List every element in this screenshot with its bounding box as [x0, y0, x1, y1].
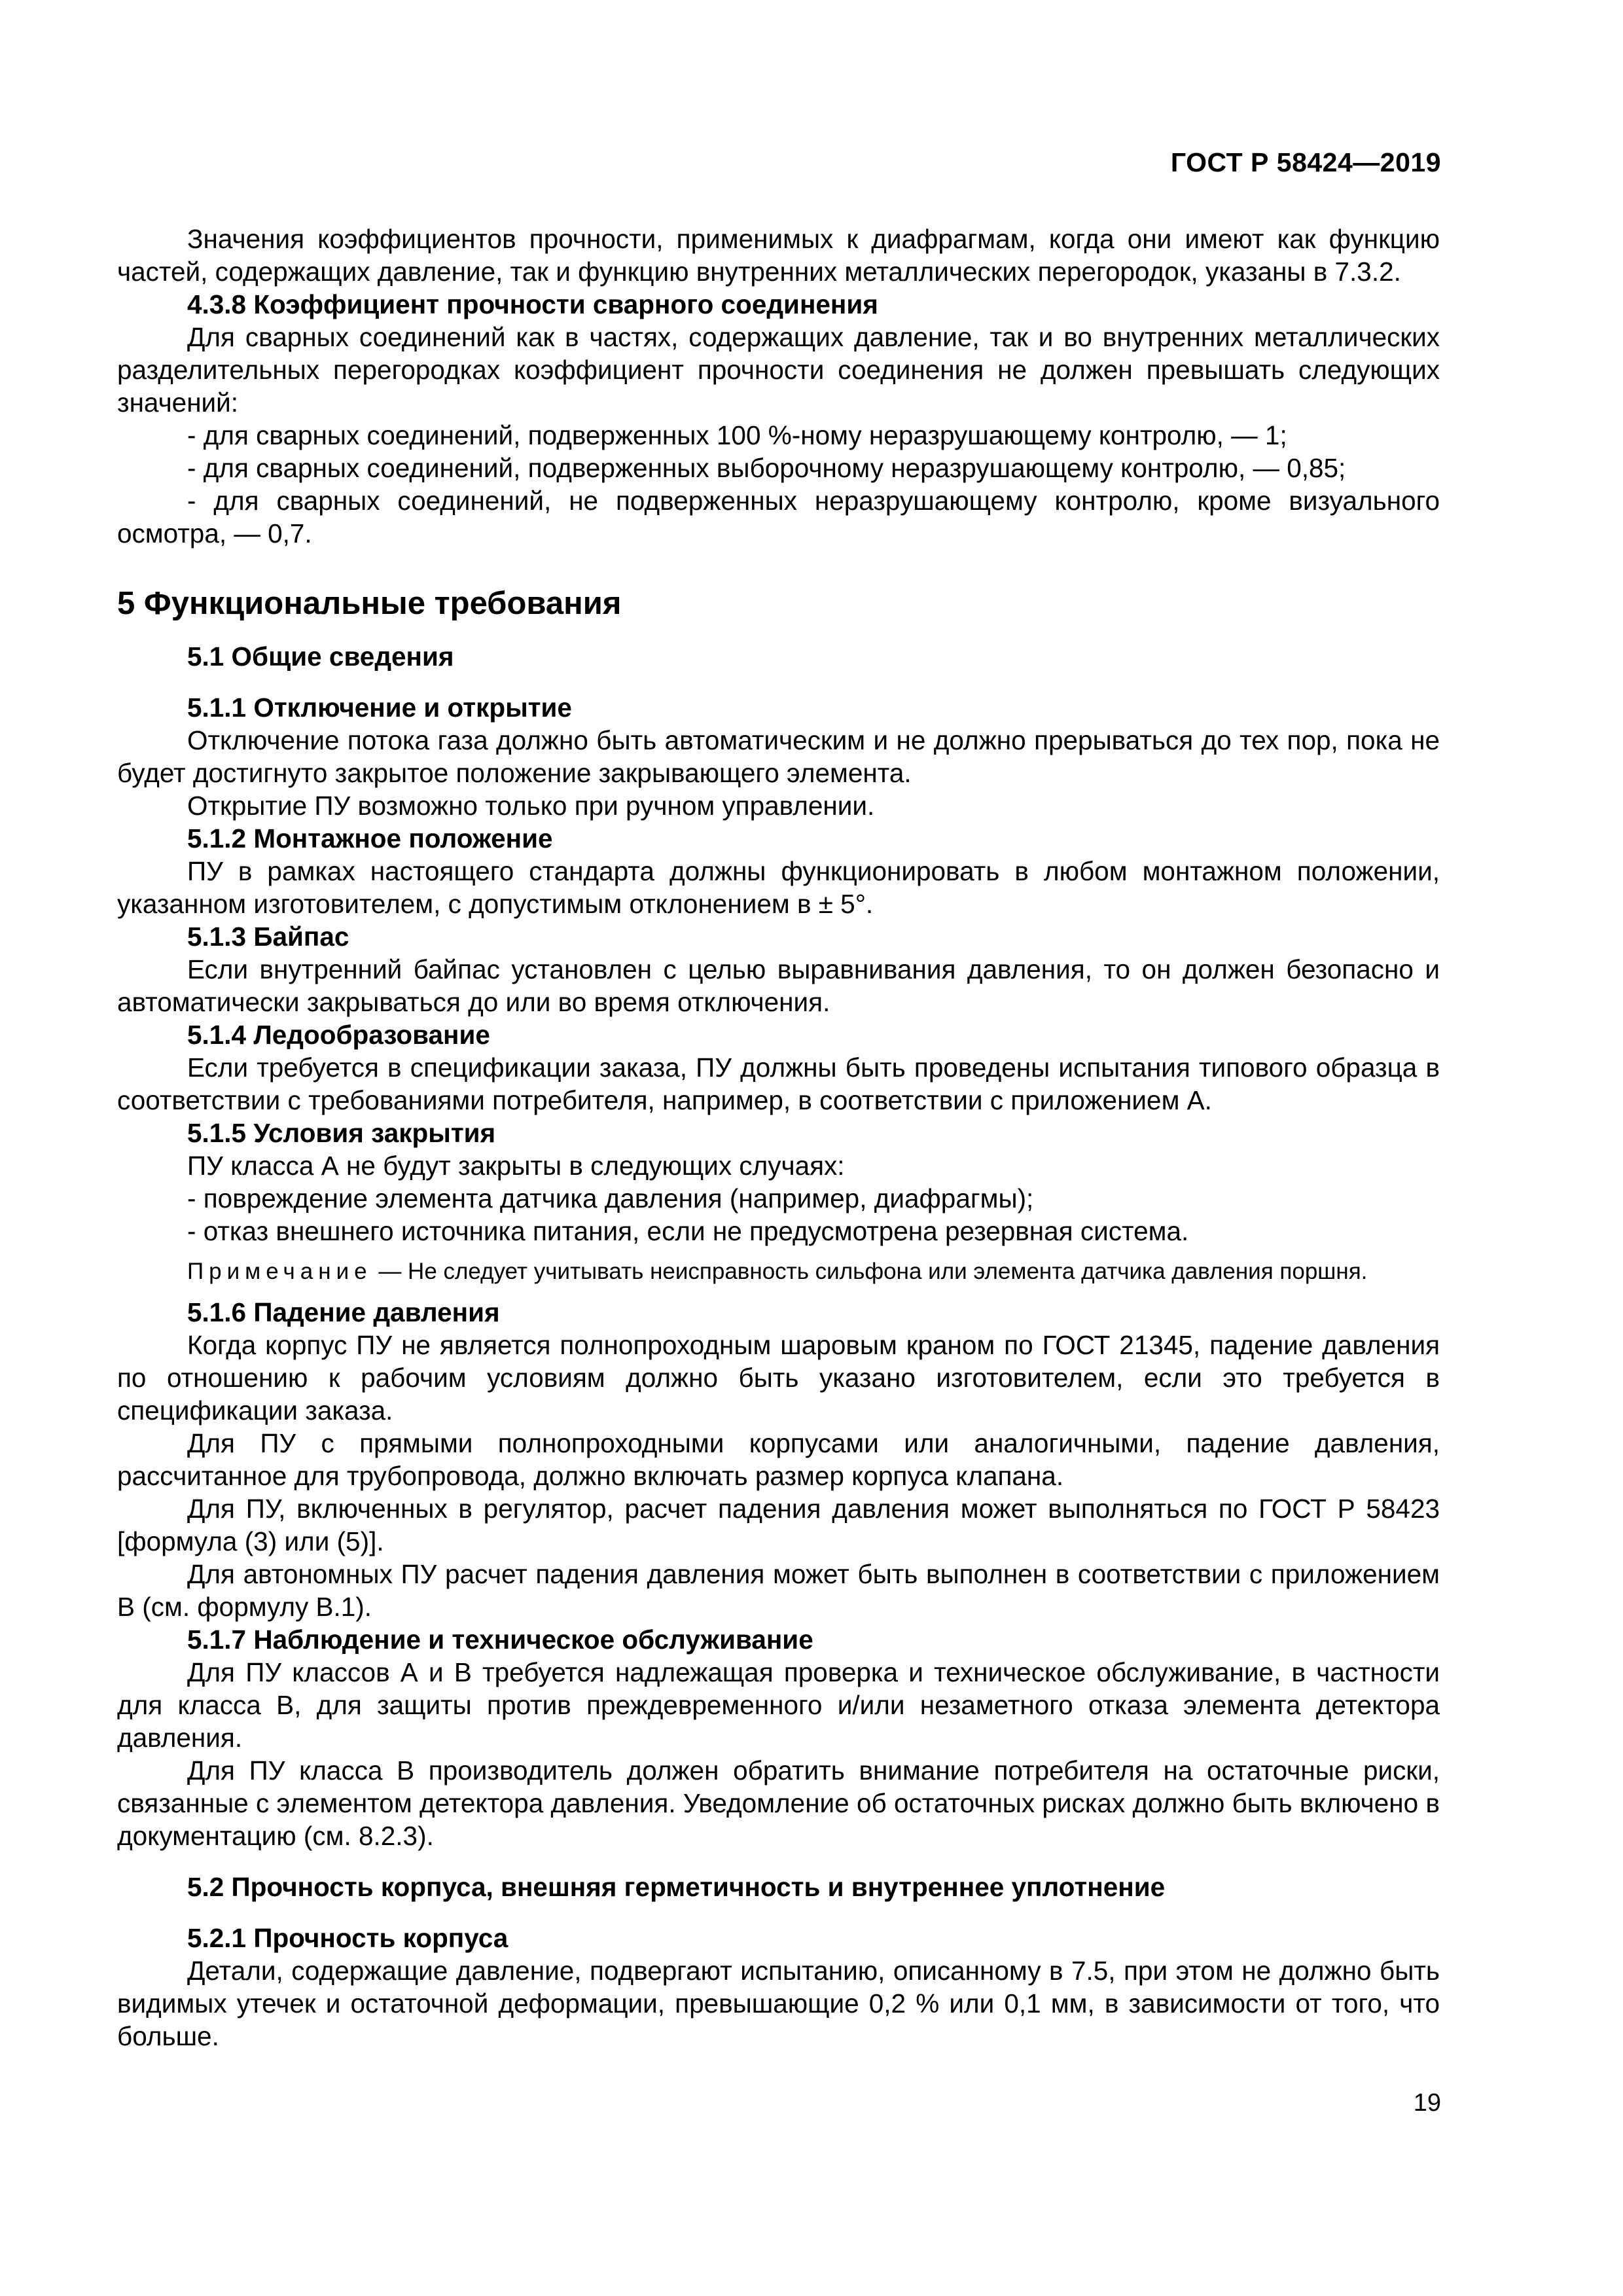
note-text: — Не следует учитывать неисправность сильфона или элемента датчика давления поршня. [372, 1259, 1368, 1284]
paragraph: Для сварных соединений как в частях, содержащих давление, так и во внутренних металлических разделительных перегородках коэффициент прочности соединения не должен превышать следующих значений: [117, 322, 1440, 418]
paragraph: Для ПУ классов А и В требуется надлежащая проверка и техническое обслуживание, в частности для класса В, для защиты против преждевременного и/или незаметного отказа элемента детектора давления. [117, 1657, 1440, 1753]
chapter-heading-5: 5 Функциональные требования [117, 586, 622, 621]
paragraph: Если внутренний байпас установлен с целью выравнивания давления, то он должен безопасно и автоматически закрываться до или во время отключения. [117, 954, 1440, 1017]
list-item: - отказ внешнего источника питания, если не предусмотрена резервная система. [187, 1216, 1189, 1246]
list-item: - для сварных соединений, подверженных выборочному неразрушающему контролю, — 0,85; [187, 453, 1346, 483]
list-item: - для сварных соединений, не подверженных неразрушающему контролю, кроме визуального осмотра, — 0,7. [117, 486, 1440, 548]
list-item: - для сварных соединений, подверженных 100 %-ному неразрушающему контролю, — 1; [187, 420, 1287, 450]
note-label: Примечание [187, 1259, 372, 1284]
paragraph: Открытие ПУ возможно только при ручном управлении. [187, 791, 875, 821]
section-heading-5-1-6: 5.1.6 Падение давления [187, 1297, 500, 1327]
paragraph: Для ПУ, включенных в регулятор, расчет падения давления может выполняться по ГОСТ Р 58423 [формула (3) или (5)]. [117, 1494, 1440, 1556]
section-heading-5-2: 5.2 Прочность корпуса, внешняя герметичность и внутреннее уплотнение [187, 1872, 1166, 1902]
section-heading-5-1-3: 5.1.3 Байпас [187, 922, 349, 952]
paragraph: Если требуется в спецификации заказа, ПУ должны быть проведены испытания типового образца в соответствии с требованиями потребителя, например, в соответствии с приложением А. [117, 1052, 1440, 1115]
note [117, 1255, 1440, 1288]
paragraph: Для автономных ПУ расчет падения давления может быть выполнен в соответствии с приложением В (см. формулу В.1). [117, 1559, 1440, 1622]
paragraph: Для ПУ с прямыми полнопроходными корпусами или аналогичными, падение давления, рассчитанное для трубопровода, должно включать размер корпуса клапана. [117, 1428, 1440, 1491]
section-heading-5-1-5: 5.1.5 Условия закрытия [187, 1118, 496, 1148]
section-heading-5-1-2: 5.1.2 Монтажное положение [187, 823, 553, 853]
section-heading-5-1-4: 5.1.4 Ледообразование [187, 1020, 490, 1050]
document-body [117, 223, 1440, 2053]
paragraph: ПУ класса А не будут закрыты в следующих случаях: [187, 1151, 845, 1181]
section-heading-5-1-7: 5.1.7 Наблюдение и техническое обслуживание [187, 1624, 813, 1655]
paragraph: Детали, содержащие давление, подвергают испытанию, описанному в 7.5, при этом не должно быть видимых утечек и остаточной деформации, превышающие 0,2 % или 0,1 мм, в зависимости от того, что больше. [117, 1956, 1440, 2051]
paragraph: Когда корпус ПУ не является полнопроходным шаровым краном по ГОСТ 21345, падение давления по отношению к рабочим условиям должно быть указано изготовителем, если это требуется в спецификации заказа. [117, 1330, 1440, 1426]
paragraph: ПУ в рамках настоящего стандарта должны функционировать в любом монтажном положении, указанном изготовителем, с допустимым отклонением в ± 5°. [117, 856, 1440, 919]
paragraph: Для ПУ класса В производитель должен обратить внимание потребителя на остаточные риски, связанные с элементом детектора давления. Уведомление об остаточных рисках должно быть включено в документацию (см. 8.2.3). [117, 1755, 1440, 1851]
list-item: - повреждение элемента датчика давления (например, диафрагмы); [187, 1183, 1034, 1213]
section-heading-4-3-8: 4.3.8 Коэффициент прочности сварного соединения [187, 289, 878, 319]
paragraph: Отключение потока газа должно быть автоматическим и не должно прерываться до тех пор, пока не будет достигнуто закрытое положение закрывающего элемента. [117, 725, 1440, 788]
paragraph: Значения коэффициентов прочности, применимых к диафрагмам, когда они имеют как функцию частей, содержащих давление, так и функцию внутренних металлических перегородок, указаны в 7.3.2. [117, 224, 1440, 287]
page-number: 19 [1413, 2089, 1441, 2117]
section-heading-5-1-1: 5.1.1 Отключение и открытие [187, 692, 572, 723]
section-heading-5-2-1: 5.2.1 Прочность корпуса [187, 1923, 508, 1953]
section-heading-5-1: 5.1 Общие сведения [187, 641, 454, 672]
document-id-header: ГОСТ Р 58424—2019 [1170, 147, 1441, 177]
